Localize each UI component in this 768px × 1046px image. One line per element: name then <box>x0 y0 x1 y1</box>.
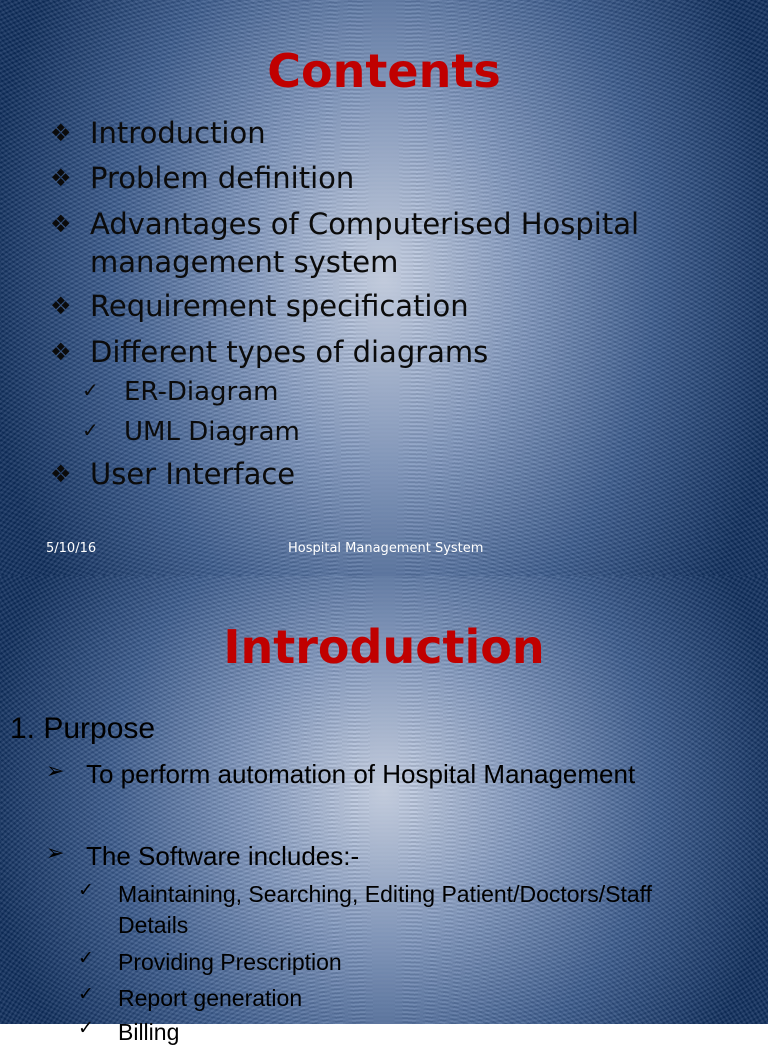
point-label: To perform automation of Hospital Management <box>86 759 636 789</box>
check-icon: ✓ <box>82 378 99 402</box>
sub-point-label: Providing Prescription <box>118 949 342 975</box>
arrow-bullet-icon: ➢ <box>46 841 65 866</box>
check-icon: ✓ <box>78 947 94 969</box>
diamond-bullet-icon: ❖ <box>50 119 72 147</box>
footer-title: Hospital Management System <box>288 541 484 556</box>
diamond-bullet-icon: ❖ <box>50 210 72 238</box>
list-item-label: Requirement specification <box>90 289 469 323</box>
check-icon: ✓ <box>82 418 99 442</box>
diamond-bullet-icon: ❖ <box>50 338 72 366</box>
slide-introduction <box>0 576 768 1045</box>
sub-point-label: Maintaining, Searching, Editing Patient/Doctors/Staff <box>118 881 652 907</box>
list-item-label-continued: management system <box>90 245 399 279</box>
check-icon: ✓ <box>78 879 94 901</box>
footer-date: 5/10/16 <box>46 541 97 556</box>
diamond-bullet-icon: ❖ <box>50 164 72 192</box>
list-item-label: User Interface <box>90 457 296 491</box>
sub-point-label: Billing <box>118 1019 180 1045</box>
slide-title: Contents <box>267 44 501 98</box>
diamond-bullet-icon: ❖ <box>50 460 72 488</box>
sub-point-label: Report generation <box>118 985 303 1011</box>
sub-list-item-label: UML Diagram <box>124 417 300 447</box>
list-item-label: Different types of diagrams <box>90 335 489 369</box>
check-icon: ✓ <box>78 1017 94 1039</box>
check-icon: ✓ <box>78 983 94 1005</box>
arrow-bullet-icon: ➢ <box>46 759 65 784</box>
slide-title: Introduction <box>223 620 545 674</box>
list-item-label: Introduction <box>90 116 266 150</box>
point-label: The Software includes:- <box>86 841 360 871</box>
list-item-label: Advantages of Computerised Hospital <box>90 207 640 241</box>
list-item-label: Problem definition <box>90 161 355 195</box>
section-heading: 1. Purpose <box>10 712 156 745</box>
sub-point-label-continued: Details <box>118 912 189 938</box>
diamond-bullet-icon: ❖ <box>50 292 72 320</box>
sub-list-item-label: ER-Diagram <box>124 377 279 407</box>
